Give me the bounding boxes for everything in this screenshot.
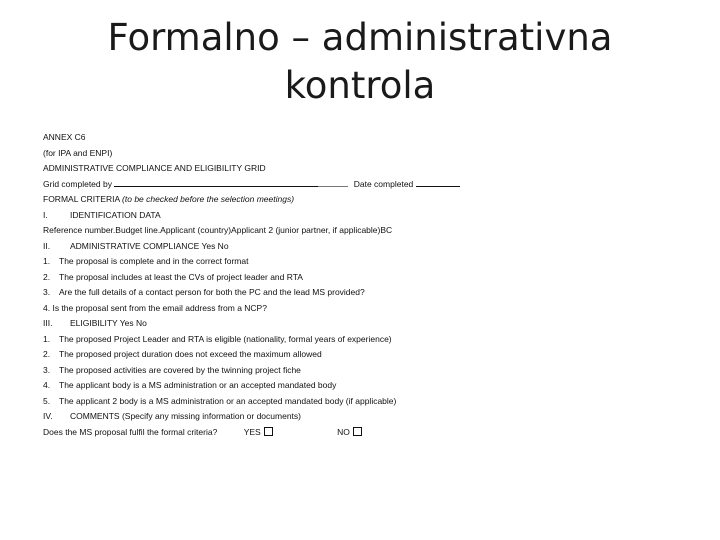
item-number: 4.	[43, 380, 51, 390]
section-1-title: IDENTIFICATION DATA	[70, 209, 161, 220]
section-2-numeral: II.	[43, 240, 51, 251]
grid-completed-row	[43, 177, 703, 193]
formal-criteria-note: (to be checked before the selection meetings)	[122, 194, 295, 204]
section-3-item-1	[43, 332, 703, 348]
section-3-item-2	[43, 347, 703, 363]
final-question-row	[43, 425, 703, 441]
grid-title: ADMINISTRATIVE COMPLIANCE AND ELIGIBILITY GRID	[43, 163, 266, 173]
item-text: Is the proposal sent from the email address from a NCP?	[52, 302, 267, 313]
grid-completed-by-blank-4[interactable]	[266, 178, 318, 187]
section-2-item-2	[43, 270, 703, 286]
item-number: 4.	[43, 302, 51, 313]
section-2-item-1	[43, 254, 703, 270]
no-checkbox[interactable]	[353, 427, 362, 436]
section-4-title: COMMENTS (Specify any missing information or documents)	[70, 411, 301, 421]
grid-completed-by-blank-5[interactable]	[318, 178, 348, 187]
slide-title-line-2: kontrola	[284, 64, 436, 107]
grid-completed-by-blank-1[interactable]	[114, 178, 174, 187]
annex-label: ANNEX C6	[43, 132, 86, 142]
yes-label: YES	[243, 426, 261, 437]
grid-completed-by-blank-2[interactable]	[174, 178, 220, 187]
item-number: 3.	[43, 287, 51, 297]
date-completed-blank[interactable]	[416, 178, 460, 187]
item-text: The proposal includes at least the CVs of project leader and RTA	[59, 271, 303, 282]
item-text: The proposal is complete and in the correct format	[59, 256, 249, 266]
item-number: 3.	[43, 364, 51, 375]
slide-title-line-1: Formalno – administrativna	[107, 16, 613, 59]
item-number: 5.	[43, 395, 51, 406]
section-2-heading	[43, 239, 703, 255]
document-body	[43, 130, 703, 440]
section-3-item-3	[43, 363, 703, 379]
yes-checkbox[interactable]	[264, 427, 273, 436]
item-text: The applicant 2 body is a MS administration or an accepted mandated body (if applicable)	[59, 395, 397, 406]
slide-title	[40, 14, 680, 110]
item-text: The applicant body is a MS administration or an accepted mandated body	[59, 380, 337, 390]
programme-label: (for IPA and ENPI)	[43, 147, 113, 158]
item-text: The proposed Project Leader and RTA is eligible (nationality, formal years of experience)	[59, 333, 392, 344]
grid-completed-by-blank-3[interactable]	[220, 178, 266, 187]
section-3-numeral: III.	[43, 318, 53, 328]
item-text: Are the full details of a contact person for both the PC and the lead MS provided?	[59, 287, 365, 297]
section-3-title: ELIGIBILITY Yes No	[70, 318, 147, 328]
date-completed-label: Date completed	[353, 178, 414, 189]
section-3-item-4	[43, 378, 703, 394]
section-3-heading	[43, 316, 703, 332]
section-1-numeral: I.	[43, 209, 48, 220]
no-label: NO	[337, 426, 350, 437]
item-number: 1.	[43, 333, 51, 344]
item-text: The proposed project duration does not exceed the maximum allowed	[59, 349, 322, 359]
section-2-item-3	[43, 285, 703, 301]
grid-completed-by-label: Grid completed by	[43, 178, 112, 189]
final-question: Does the MS proposal fulfil the formal criteria?	[43, 426, 218, 437]
section-4-heading	[43, 409, 703, 425]
section-2-title: ADMINISTRATIVE COMPLIANCE Yes No	[70, 240, 229, 251]
section-4-numeral: IV.	[43, 411, 53, 421]
item-number: 1.	[43, 256, 51, 266]
formal-criteria-row	[43, 192, 703, 208]
section-1-heading	[43, 208, 703, 224]
formal-criteria-label: FORMAL CRITERIA	[43, 194, 120, 204]
reference-row: Reference number.Budget line.Applicant (country)Applicant 2 (junior partner, if applicable)BC	[43, 225, 393, 235]
section-3-item-5	[43, 394, 703, 410]
item-text: The proposed activities are covered by the twinning project fiche	[59, 364, 301, 375]
item-number: 2.	[43, 271, 51, 282]
item-number: 2.	[43, 349, 51, 359]
section-2-item-4	[43, 301, 703, 317]
